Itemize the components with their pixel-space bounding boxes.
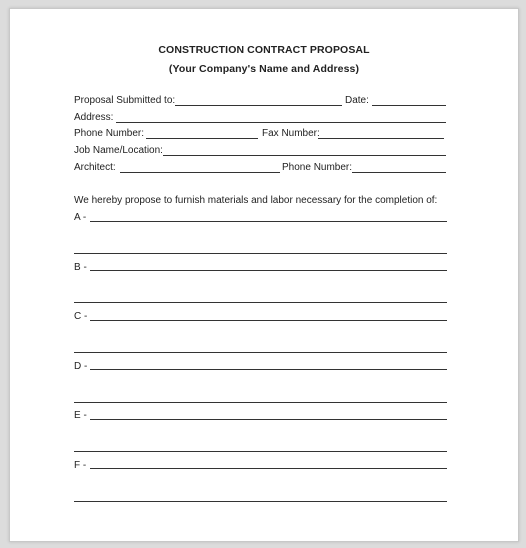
fax-number-label: Fax Number: xyxy=(262,128,320,139)
date-label: Date: xyxy=(345,95,369,106)
fax-number-field[interactable] xyxy=(318,138,444,139)
document-page xyxy=(9,8,519,542)
job-row xyxy=(74,145,447,159)
phone-fax-row xyxy=(74,128,447,142)
architect-phone-field[interactable] xyxy=(352,172,446,173)
architect-field[interactable] xyxy=(120,172,280,173)
item-b-line-2[interactable] xyxy=(74,302,447,303)
address-label: Address: xyxy=(74,112,114,123)
job-name-label: Job Name/Location: xyxy=(74,145,163,156)
phone-number-field[interactable] xyxy=(146,138,258,139)
item-c-line-2[interactable] xyxy=(74,352,447,353)
job-name-field[interactable] xyxy=(163,155,446,156)
address-field[interactable] xyxy=(116,122,446,123)
item-b-label: B - xyxy=(74,262,87,273)
item-a-line-2[interactable] xyxy=(74,253,447,254)
item-d-label: D - xyxy=(74,361,88,372)
proposal-row xyxy=(74,95,447,109)
item-a-label: A - xyxy=(74,212,87,223)
proposal-submitted-label: Proposal Submitted to: xyxy=(74,95,176,106)
item-b-line-1[interactable] xyxy=(90,270,447,271)
document-subtitle: (Your Company's Name and Address) xyxy=(168,63,360,75)
proposal-submitted-field[interactable] xyxy=(175,105,342,106)
item-f-line-2[interactable] xyxy=(74,501,447,502)
item-c-line-1[interactable] xyxy=(90,320,447,321)
intro-text: We hereby propose to furnish materials and labor necessary for the completion of: xyxy=(74,195,438,206)
architect-row xyxy=(74,162,447,176)
item-e-line-2[interactable] xyxy=(74,451,447,452)
phone-number-label: Phone Number: xyxy=(74,128,145,139)
architect-label: Architect: xyxy=(74,162,116,173)
item-d-line-1[interactable] xyxy=(90,369,447,370)
item-e-label: E - xyxy=(74,410,87,421)
item-d-line-2[interactable] xyxy=(74,402,447,403)
document-title: CONSTRUCTION CONTRACT PROPOSAL xyxy=(158,44,370,56)
item-c-label: C - xyxy=(74,311,88,322)
item-a-line-1[interactable] xyxy=(90,221,447,222)
item-e-line-1[interactable] xyxy=(90,419,447,420)
item-f-label: F - xyxy=(74,460,87,471)
item-f-line-1[interactable] xyxy=(90,468,447,469)
date-field[interactable] xyxy=(372,105,446,106)
address-row xyxy=(74,112,447,126)
architect-phone-label: Phone Number: xyxy=(282,162,353,173)
